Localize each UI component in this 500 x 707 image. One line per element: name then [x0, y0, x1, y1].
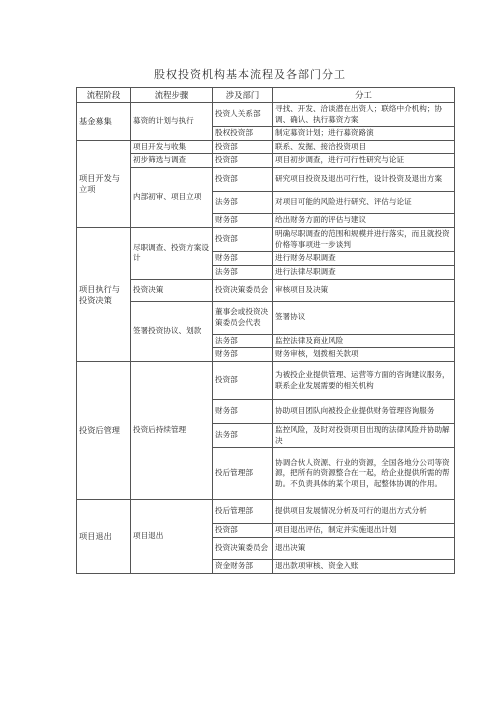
dept-cell: 股权投资部 [213, 127, 273, 141]
dept-cell: 投资部 [213, 362, 273, 400]
duty-cell: 寻找、开发、洽谈潜在出资人；联络中介机构；协调、确认、执行募资方案 [273, 103, 455, 127]
step-cell: 尽职调查、投资方案设计 [131, 228, 213, 280]
table-row [77, 301, 455, 334]
header-duty: 分工 [273, 88, 455, 103]
dept-cell: 法务部 [213, 334, 273, 348]
header-step: 流程步骤 [131, 88, 213, 103]
dept-cell: 财务部 [213, 400, 273, 424]
step-cell: 募资的计划与执行 [131, 103, 213, 141]
stage-cell: 项目退出 [77, 500, 131, 574]
duty-cell: 给出财务方面的评估与建议 [273, 214, 455, 228]
duty-cell: 制定募资计划；进行募资路演 [273, 127, 455, 141]
dept-cell: 财务部 [213, 252, 273, 266]
dept-cell: 投后管理部 [213, 500, 273, 524]
duty-cell: 提供项目发展情况分析及可行的退出方式分析 [273, 500, 455, 524]
dept-cell: 法务部 [213, 266, 273, 280]
header-dept: 涉及部门 [213, 88, 273, 103]
dept-cell: 法务部 [213, 424, 273, 448]
duty-cell: 协助项目团队向被投企业提供财务管理咨询服务 [273, 400, 455, 424]
header-row [77, 88, 455, 103]
table-row [77, 154, 455, 168]
duty-cell: 项目初步调查，进行可行性研究与论证 [273, 154, 455, 168]
step-cell: 项目开发与收集 [131, 140, 213, 154]
dept-cell: 投资部 [213, 168, 273, 192]
duty-cell: 监控风险，及时对投资项目出现的法律风险并协助解决 [273, 424, 455, 448]
dept-cell: 董事会或投资决策委员会代表 [213, 301, 273, 334]
duty-cell: 审核项目及决策 [273, 279, 455, 301]
duty-cell: 财务审核，划拨相关款项 [273, 348, 455, 362]
duty-cell: 签署协议 [273, 301, 455, 334]
duty-cell: 退出决策 [273, 538, 455, 560]
dept-cell: 财务部 [213, 214, 273, 228]
table-row [77, 228, 455, 252]
duty-cell: 退出款项审核、资金入账 [273, 560, 455, 574]
stage-cell: 项目执行与投资决策 [77, 228, 131, 362]
stage-cell: 投资后管理 [77, 362, 131, 500]
duty-cell: 协调合伙人资源、行业的资源，全国各地分公司等资源，把所有的资源整合在一起，给企业提供所需的帮助。不负责具体的某个项目，起整体协调的作用。 [273, 448, 455, 500]
step-cell: 项目退出 [131, 500, 213, 574]
dept-cell: 财务部 [213, 348, 273, 362]
step-cell: 签署投资协议、划款 [131, 301, 213, 362]
dept-cell: 法务部 [213, 192, 273, 214]
duty-cell: 进行财务尽职调查 [273, 252, 455, 266]
page-title: 股权投资机构基本流程及各部门分工 [154, 68, 346, 81]
dept-cell: 投资部 [213, 154, 273, 168]
duty-cell: 明确尽职调查的范围和规模并进行落实，而且就投资价格等事项进一步谈判 [273, 228, 455, 252]
step-cell: 初步筛选与调查 [131, 154, 213, 168]
duty-cell: 项目退出评估，制定并实施退出计划 [273, 524, 455, 538]
dept-cell: 资金财务部 [213, 560, 273, 574]
dept-cell: 投资决策委员会 [213, 279, 273, 301]
duty-cell: 监控法律及商业风险 [273, 334, 455, 348]
table-row [77, 279, 455, 301]
stage-cell: 项目开发与立项 [77, 140, 131, 228]
dept-cell: 投资部 [213, 140, 273, 154]
table-row [77, 140, 455, 154]
dept-cell: 投资人关系部 [213, 103, 273, 127]
dept-cell: 投资部 [213, 228, 273, 252]
table-row [77, 168, 455, 192]
step-cell: 投资后持续管理 [131, 362, 213, 500]
duty-cell: 联系、发掘、接洽投资项目 [273, 140, 455, 154]
duty-cell: 为被投企业提供管理、运营等方面的咨询建议服务，联系企业发展需要的相关机构 [273, 362, 455, 400]
dept-cell: 投后管理部 [213, 448, 273, 500]
table-row [77, 500, 455, 524]
process-table [76, 87, 455, 574]
header-stage: 流程阶段 [77, 88, 131, 103]
stage-cell: 基金募集 [77, 103, 131, 141]
step-cell: 内部初审、项目立项 [131, 168, 213, 228]
table-row [77, 103, 455, 127]
table-row [77, 362, 455, 400]
dept-cell: 投资部 [213, 524, 273, 538]
duty-cell: 对项目可能的风险进行研究、评估与论证 [273, 192, 455, 214]
dept-cell: 投资决策委员会 [213, 538, 273, 560]
duty-cell: 研究项目投资及退出可行性，设计投资及退出方案 [273, 168, 455, 192]
duty-cell: 进行法律尽职调查 [273, 266, 455, 280]
step-cell: 投资决策 [131, 279, 213, 301]
